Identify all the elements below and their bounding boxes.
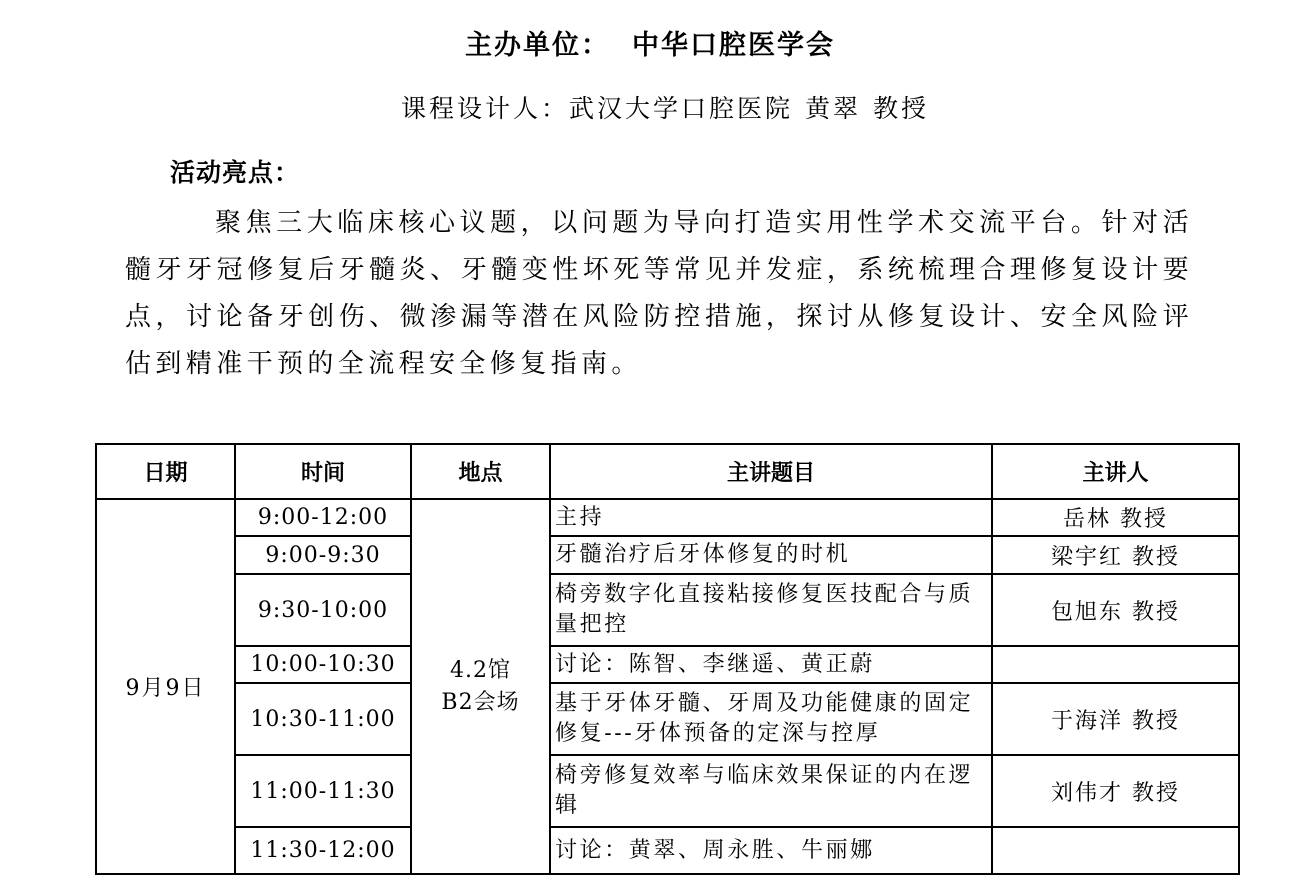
highlights-heading: 活动亮点：: [170, 158, 301, 187]
topic-cell: 讨论：黄翠、周永胜、牛丽娜: [550, 827, 992, 874]
header-venue: 地点: [411, 444, 550, 499]
speaker-cell: 梁宇红 教授: [992, 536, 1239, 574]
time-cell: 11:00-11:30: [235, 755, 411, 827]
topic-cell: 讨论：陈智、李继遥、黄正蔚: [550, 646, 992, 683]
topic-cell: 椅旁数字化直接粘接修复医技配合与质量把控: [550, 574, 992, 646]
header-speaker: 主讲人: [992, 444, 1239, 499]
designer-name: 黄翠: [804, 94, 861, 123]
time-cell: 9:00-9:30: [235, 536, 411, 574]
speaker-cell: [992, 646, 1239, 683]
designer-label: 课程设计人：武汉大学口腔医院: [400, 94, 793, 123]
header-time: 时间: [235, 444, 411, 499]
venue-cell: [411, 499, 550, 874]
topic-cell: 椅旁修复效率与临床效果保证的内在逻辑: [550, 755, 992, 827]
organizer-name: 中华口腔医学会: [632, 30, 835, 61]
header-topic: 主讲题目: [550, 444, 992, 499]
speaker-cell: 于海洋 教授: [992, 683, 1239, 755]
time-cell: 9:30-10:00: [235, 574, 411, 646]
table-row: [96, 536, 1239, 574]
topic-cell: 基于牙体牙髓、牙周及功能健康的固定修复---牙体预备的定深与控厚: [550, 683, 992, 755]
speaker-cell: 刘伟才 教授: [992, 755, 1239, 827]
topic-cell: 主持: [550, 499, 992, 536]
organizer-label: 主办单位：: [465, 30, 610, 61]
date-cell: 9月9日: [96, 499, 235, 874]
table-row: [96, 827, 1239, 874]
speaker-cell: 岳林 教授: [992, 499, 1239, 536]
table-row: [96, 646, 1239, 683]
table-row: [96, 499, 1239, 536]
topic-cell: 牙髓治疗后牙体修复的时机: [550, 536, 992, 574]
time-cell: 10:00-10:30: [235, 646, 411, 683]
highlights-paragraph: 聚焦三大临床核心议题，以问题为导向打造实用性学术交流平台。针对活髓牙牙冠修复后牙髓炎、牙髓变性坏死等常见并发症，系统梳理合理修复设计要点，讨论备牙创伤、微渗漏等潜在风险防控措施，探讨从修复设计、安全风险评估到精准干预的全流程安全修复指南。: [125, 208, 1193, 379]
speaker-cell: 包旭东 教授: [992, 574, 1239, 646]
schedule-table: [95, 443, 1240, 875]
table-row: [96, 574, 1239, 646]
time-cell: 10:30-11:00: [235, 683, 411, 755]
speaker-cell: [992, 827, 1239, 874]
venue-room: B2会场: [441, 689, 520, 715]
header-date: 日期: [96, 444, 235, 499]
table-row: [96, 683, 1239, 755]
organizer-line: [0, 24, 1300, 68]
time-cell: 9:00-12:00: [235, 499, 411, 536]
course-designer-line: [0, 88, 1300, 130]
time-cell: 11:30-12:00: [235, 827, 411, 874]
table-row: [96, 755, 1239, 827]
venue-hall: 4.2馆: [450, 657, 511, 683]
table-header-row: [96, 444, 1239, 499]
designer-title: 教授: [873, 94, 930, 123]
